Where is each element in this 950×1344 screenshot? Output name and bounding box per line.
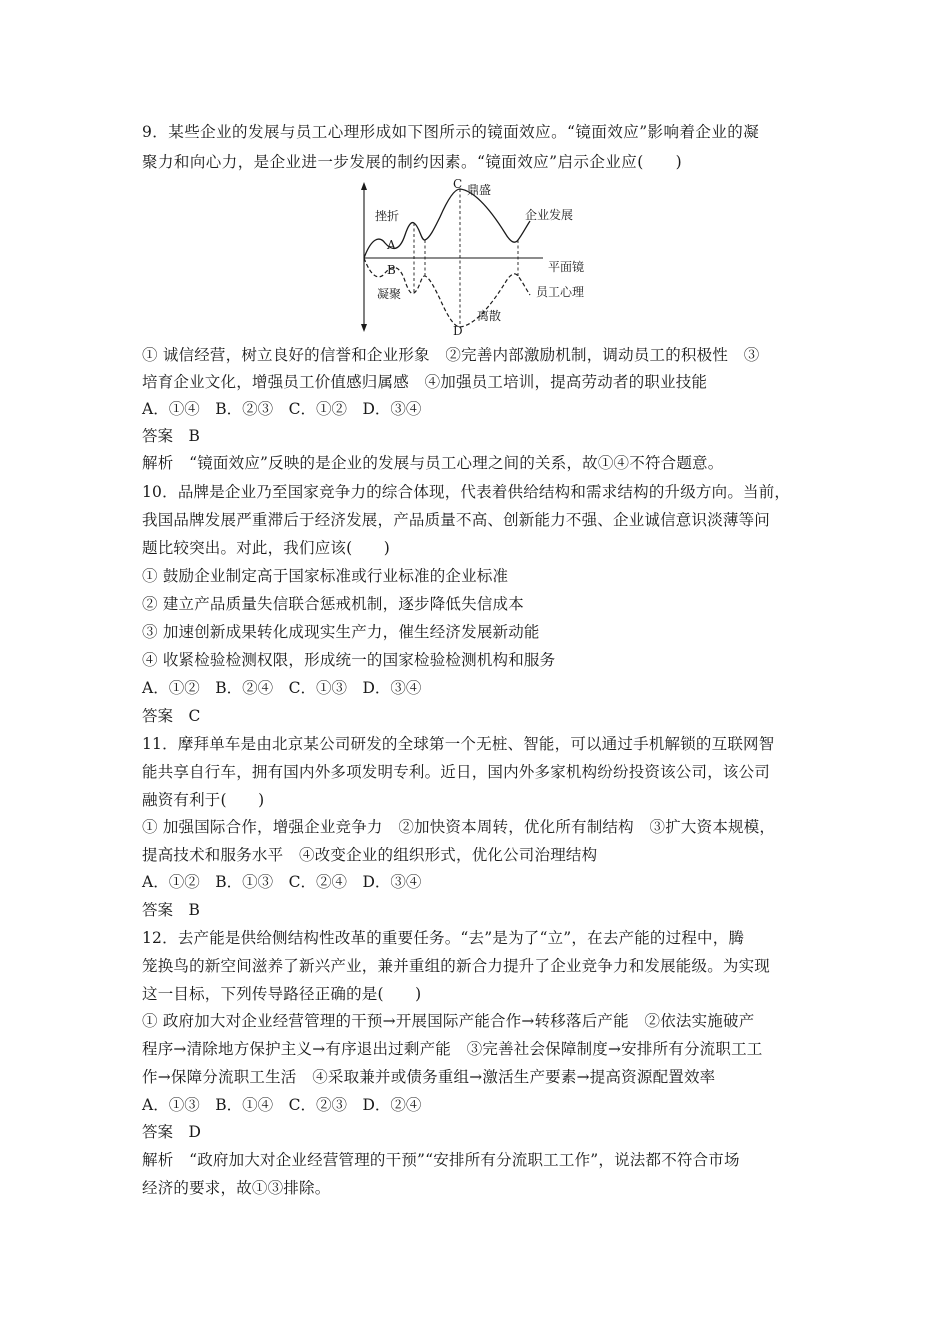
vertical-axis-down-arrow [361,324,367,332]
q10-stem-line-2: 我国品牌发展严重滞后于经济发展，产品质量不高、创新能力不强、企业诚信意识淡薄等问 [142,511,771,529]
q10-option-3: ③ 加速创新成果转化成现实生产力，催生经济发展新动能 [142,623,540,641]
label-dingsheng: 鼎盛 [467,183,492,197]
q10-choices: A．①② B．②④ C．①③ D．③④ [142,679,422,697]
label-enterprise-development: 企业发展 [525,208,574,222]
mirror-effect-diagram [355,177,600,337]
q11-options-line-1: ① 加强国际合作，增强企业竞争力 ②加快资本周转，优化所有制结构 ③扩大资本规模， [142,818,776,836]
q9-answer: 答案 B [142,427,200,445]
q11-answer: 答案 B [142,901,200,919]
q12-answer: 答案 D [142,1123,201,1141]
q10-option-4: ④ 收紧检验检测权限，形成统一的国家检验检测机构和服务 [142,651,556,669]
q11-choices: A．①② B．①③ C．②④ D．③④ [142,873,422,891]
label-a: A [387,238,396,252]
q10-stem-line-3: 题比较突出。对此，我们应该( ) [142,539,390,557]
q12-stem-line-3: 这一目标，下列传导路径正确的是( ) [142,985,422,1003]
q12-options-line-2: 程序→清除地方保护主义→有序退出过剩产能 ③完善社会保障制度→安排所有分流职工工 [142,1040,763,1058]
label-lisan: 离散 [477,309,502,323]
q11-stem-line-3: 融资有利于( ) [142,791,265,809]
q9-stem-line-1: 9．某些企业的发展与员工心理形成如下图所示的镜面效应。“镜面效应”影响着企业的凝 [142,123,760,141]
label-d: D [453,324,463,338]
q12-options-line-1: ① 政府加大对企业经营管理的干预→开展国际产能合作→转移落后产能 ②依法实施破产 [142,1012,755,1030]
q9-options-line-2: 培育企业文化，增强员工价值感归属感 ④加强员工培训，提高劳动者的职业技能 [142,373,708,391]
label-employee-psychology: 员工心理 [536,285,585,299]
q12-analysis-line-2: 经济的要求，故①③排除。 [142,1179,331,1197]
label-cuozhe: 挫折 [375,209,400,223]
q12-stem-line-1: 12．去产能是供给侧结构性改革的重要任务。“去”是为了“立”，在去产能的过程中，腾 [142,929,745,947]
q12-analysis-line-1: 解析 “政府加大对企业经营管理的干预”“安排所有分流职工工作”，说法都不符合市场 [142,1151,740,1169]
label-plane-mirror: 平面镜 [548,260,585,274]
label-c: C [453,177,463,191]
vertical-axis-up-arrow [361,182,367,190]
label-ningju: 凝聚 [377,287,402,301]
q12-stem-line-2: 笼换鸟的新空间滋养了新兴产业，兼并重组的新合力提升了企业竞争力和发展能级。为实现 [142,957,771,975]
q12-options-line-3: 作→保障分流职工生活 ④采取兼并或债务重组→激活生产要素→提高资源配置效率 [142,1068,716,1086]
q11-stem-line-1: 11．摩拜单车是由北京某公司研发的全球第一个无桩、智能，可以通过手机解锁的互联网智 [142,735,775,753]
q10-option-1: ① 鼓励企业制定高于国家标准或行业标准的企业标准 [142,567,509,585]
q10-stem-line-1: 10．品牌是企业乃至国家竞争力的综合体现，代表着供给结构和需求结构的升级方向。当前， [142,483,791,501]
q9-choices: A．①④ B．②③ C．①② D．③④ [142,400,422,418]
q9-options-line-1: ① 诚信经营，树立良好的信誉和企业形象 ②完善内部激励机制，调动员工的积极性 ③ [142,346,760,364]
q10-answer: 答案 C [142,707,201,725]
q10-option-2: ② 建立产品质量失信联合惩戒机制，逐步降低失信成本 [142,595,524,613]
q11-stem-line-2: 能共享自行车，拥有国内外多项发明专利。近日，国内外多家机构纷纷投资该公司，该公司 [142,763,771,781]
q9-stem-line-2: 聚力和向心力，是企业进一步发展的制约因素。“镜面效应”启示企业应( ) [142,153,683,171]
q9-analysis: 解析 “镜面效应”反映的是企业的发展与员工心理之间的关系，故①④不符合题意。 [142,454,724,472]
q12-choices: A．①③ B．①④ C．②③ D．②④ [142,1096,422,1114]
q11-options-line-2: 提高技术和服务水平 ④改变企业的组织形式，优化公司治理结构 [142,846,598,864]
label-b: B [387,263,396,277]
